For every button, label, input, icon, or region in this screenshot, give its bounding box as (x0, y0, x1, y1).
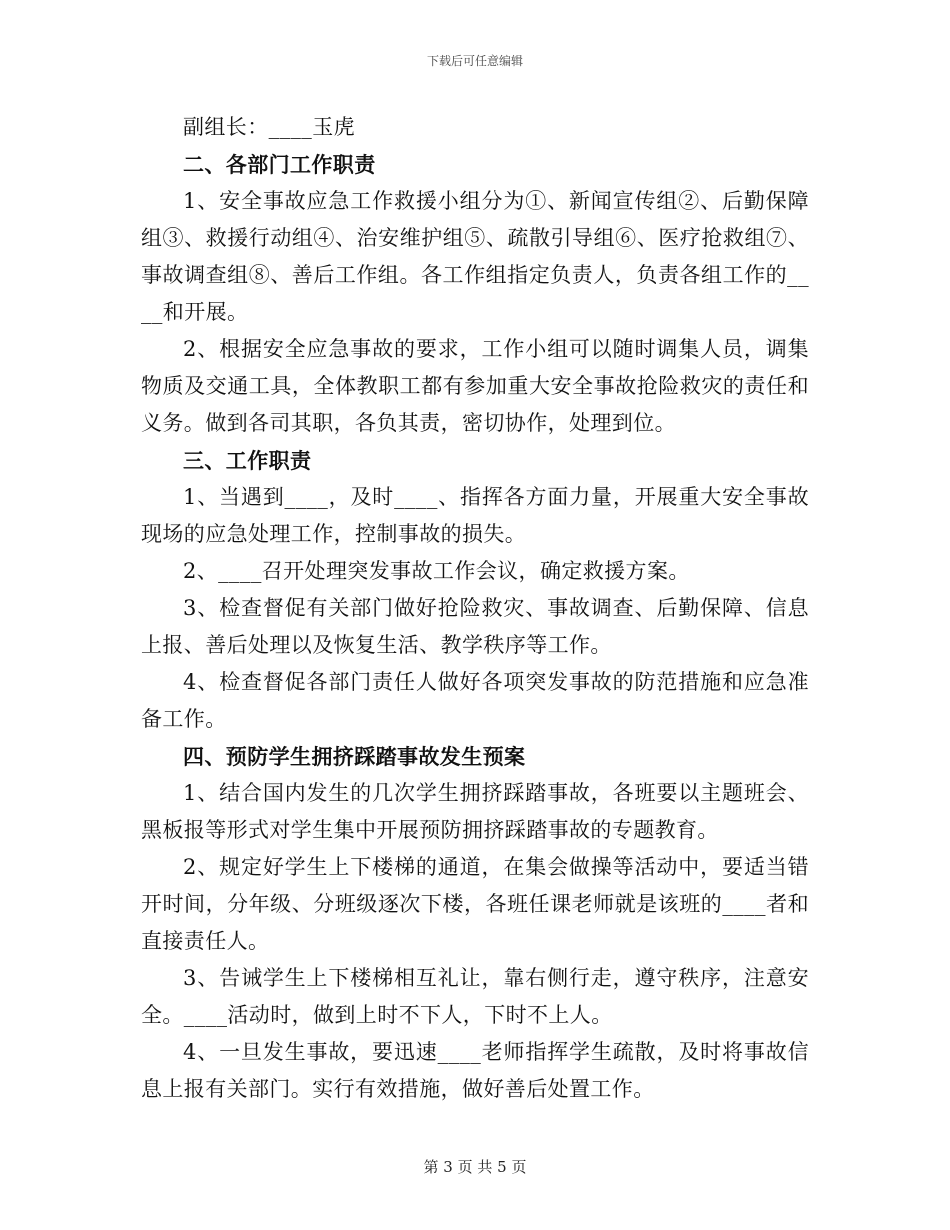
section-heading-2: 二、各部门工作职责 (183, 152, 376, 177)
document-body (141, 109, 809, 1108)
paragraph: 1、结合国内发生的几次学生拥挤踩踏事故，各班要以主题班会、黑板报等形式对学生集中开展预防拥挤踩踏事故的专题教育。 (141, 781, 809, 842)
paragraph: 1、当遇到____，及时____、指挥各方面力量，开展重大安全事故现场的应急处理工作，控制事故的损失。 (141, 485, 809, 546)
paragraph: 1、安全事故应急工作救援小组分为①、新闻宣传组②、后勤保障组③、救援行动组④、治安维护组⑤、疏散引导组⑥、医疗抢救组⑦、事故调查组⑧、善后工作组。各工作组指定负责人，负责各组工作的____和开展。 (141, 189, 809, 324)
deputy-leader-line: 副组长：____玉虎 (183, 115, 355, 139)
paragraph: 3、告诫学生上下楼梯相互礼让，靠右侧行走，遵守秩序，注意安全。____活动时，做到上时不下人，下时不上人。 (141, 966, 809, 1027)
section-heading-4: 四、预防学生拥挤踩踏事故发生预案 (183, 744, 526, 769)
page-header: 下载后可任意编辑 (426, 54, 523, 68)
paragraph: 2、____召开处理突发事故工作会议，确定救援方案。 (183, 559, 690, 583)
paragraph: 2、根据安全应急事故的要求，工作小组可以随时调集人员，调集物质及交通工具，全体教职工都有参加重大安全事故抢险救灾的责任和义务。做到各司其职，各负其责，密切协作，处理到位。 (141, 337, 809, 435)
paragraph: 4、检查督促各部门责任人做好各项突发事故的防范措施和应急准备工作。 (141, 670, 809, 731)
paragraph: 2、规定好学生上下楼梯的通道，在集会做操等活动中，要适当错开时间，分年级、分班级逐次下楼，各班任课老师就是该班的____者和直接责任人。 (141, 855, 809, 953)
paragraph: 3、检查督促有关部门做好抢险救灾、事故调查、后勤保障、信息上报、善后处理以及恢复生活、教学秩序等工作。 (141, 596, 809, 657)
page-footer: 第 3 页 共 5 页 (423, 1158, 527, 1176)
section-heading-3: 三、工作职责 (183, 448, 312, 473)
paragraph: 4、一旦发生事故，要迅速____老师指挥学生疏散，及时将事故信息上报有关部门。实行有效措施，做好善后处置工作。 (141, 1040, 809, 1101)
